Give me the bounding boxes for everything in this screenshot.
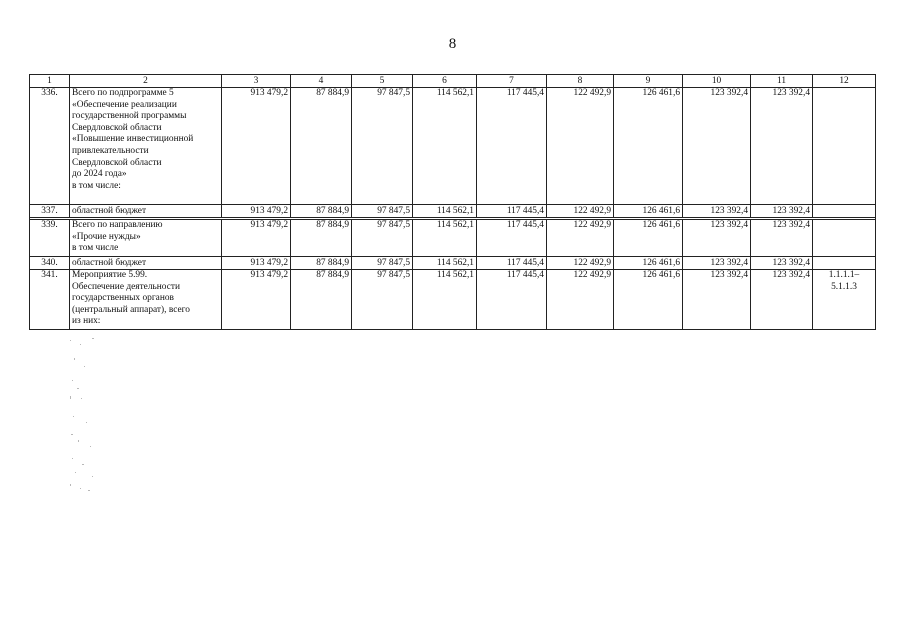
value-cell: 97 847,5 [352, 220, 413, 257]
value-cell: 123 392,4 [751, 257, 813, 270]
column-header: 9 [614, 75, 683, 88]
value-cell: 97 847,5 [352, 88, 413, 205]
value-cell: 87 884,9 [291, 205, 352, 218]
description-line: до 2024 года» [72, 169, 127, 180]
description-line: Мероприятие 5.99. [72, 270, 148, 280]
value-cell: 97 847,5 [352, 205, 413, 218]
value-cell: 126 461,6 [614, 220, 683, 257]
value-cell: 122 492,9 [547, 88, 614, 205]
row-number: 341. [30, 270, 70, 330]
value-total: 913 479,2 [222, 88, 291, 205]
description-line: «Прочие нужды» [72, 231, 141, 242]
row-description: областной бюджет [70, 205, 222, 218]
value-cell: 123 392,4 [751, 270, 813, 330]
target-indicator [813, 220, 876, 257]
value-total: 913 479,2 [222, 270, 291, 330]
page-number: 8 [448, 36, 457, 52]
value-cell: 97 847,5 [352, 257, 413, 270]
row-description [70, 88, 222, 205]
row-number: 340. [30, 257, 70, 270]
value-cell: 122 492,9 [547, 257, 614, 270]
target-indicator [813, 257, 876, 270]
value-cell: 117 445,4 [477, 205, 547, 218]
value-cell: 117 445,4 [477, 220, 547, 257]
value-cell: 123 392,4 [751, 88, 813, 205]
table-row [30, 270, 876, 330]
row-description [70, 270, 222, 330]
table-row [30, 220, 876, 257]
value-cell: 114 562,1 [413, 205, 477, 218]
value-cell: 123 392,4 [683, 257, 751, 270]
table-row [30, 88, 876, 205]
description-line: привлекательности [72, 145, 149, 156]
value-cell: 123 392,4 [683, 220, 751, 257]
description-line: государственных органов [72, 293, 174, 304]
value-total: 913 479,2 [222, 205, 291, 218]
description-line: (центральный аппарат), всего [72, 304, 190, 315]
column-number-row [30, 75, 876, 88]
description-line: Свердловской области [72, 122, 162, 133]
value-cell: 123 392,4 [683, 88, 751, 205]
value-cell: 122 492,9 [547, 205, 614, 218]
description-line: Обеспечение деятельности [72, 281, 181, 292]
description-line: Всего по направлению [72, 220, 163, 230]
target-indicator [813, 205, 876, 218]
column-header: 1 [30, 75, 70, 88]
value-cell: 123 392,4 [683, 205, 751, 218]
table-row [30, 205, 876, 218]
value-cell: 87 884,9 [291, 220, 352, 257]
value-cell: 126 461,6 [614, 88, 683, 205]
description-line: в том числе [72, 243, 119, 254]
column-header: 8 [547, 75, 614, 88]
value-cell: 117 445,4 [477, 270, 547, 330]
value-total: 913 479,2 [222, 257, 291, 270]
value-cell: 114 562,1 [413, 88, 477, 205]
target-indicator: 1.1.1.1– 5.1.1.3 [813, 270, 876, 330]
description-line: в том числе: [72, 180, 121, 191]
description-line: «Повышение инвестиционной [72, 134, 194, 145]
description-line: «Обеспечение реализации [72, 99, 177, 110]
scan-noise-marks [66, 336, 106, 496]
row-description [70, 220, 222, 257]
value-cell: 87 884,9 [291, 88, 352, 205]
value-total: 913 479,2 [222, 220, 291, 257]
column-header: 10 [683, 75, 751, 88]
value-cell: 123 392,4 [683, 270, 751, 330]
description-line: Всего по подпрограмме 5 [72, 88, 174, 98]
column-header: 7 [477, 75, 547, 88]
table-row [30, 257, 876, 270]
value-cell: 114 562,1 [413, 220, 477, 257]
value-cell: 97 847,5 [352, 270, 413, 330]
value-cell: 126 461,6 [614, 205, 683, 218]
value-cell: 114 562,1 [413, 257, 477, 270]
description-line: государственной программы [72, 111, 187, 122]
row-number: 337. [30, 205, 70, 218]
budget-table [29, 74, 876, 330]
value-cell: 123 392,4 [751, 220, 813, 257]
target-indicator [813, 88, 876, 205]
column-header: 12 [813, 75, 876, 88]
value-cell: 122 492,9 [547, 220, 614, 257]
value-cell: 126 461,6 [614, 257, 683, 270]
value-cell: 126 461,6 [614, 270, 683, 330]
row-number: 339. [30, 220, 70, 257]
column-header: 3 [222, 75, 291, 88]
column-header: 4 [291, 75, 352, 88]
value-cell: 117 445,4 [477, 88, 547, 205]
value-cell: 123 392,4 [751, 205, 813, 218]
value-cell: 87 884,9 [291, 270, 352, 330]
column-header: 5 [352, 75, 413, 88]
row-description: областной бюджет [70, 257, 222, 270]
column-header: 2 [70, 75, 222, 88]
value-cell: 122 492,9 [547, 270, 614, 330]
value-cell: 87 884,9 [291, 257, 352, 270]
value-cell: 117 445,4 [477, 257, 547, 270]
description-line: из них: [72, 316, 101, 327]
row-number: 336. [30, 88, 70, 205]
value-cell: 114 562,1 [413, 270, 477, 330]
column-header: 11 [751, 75, 813, 88]
column-header: 6 [413, 75, 477, 88]
description-line: Свердловской области [72, 157, 162, 168]
